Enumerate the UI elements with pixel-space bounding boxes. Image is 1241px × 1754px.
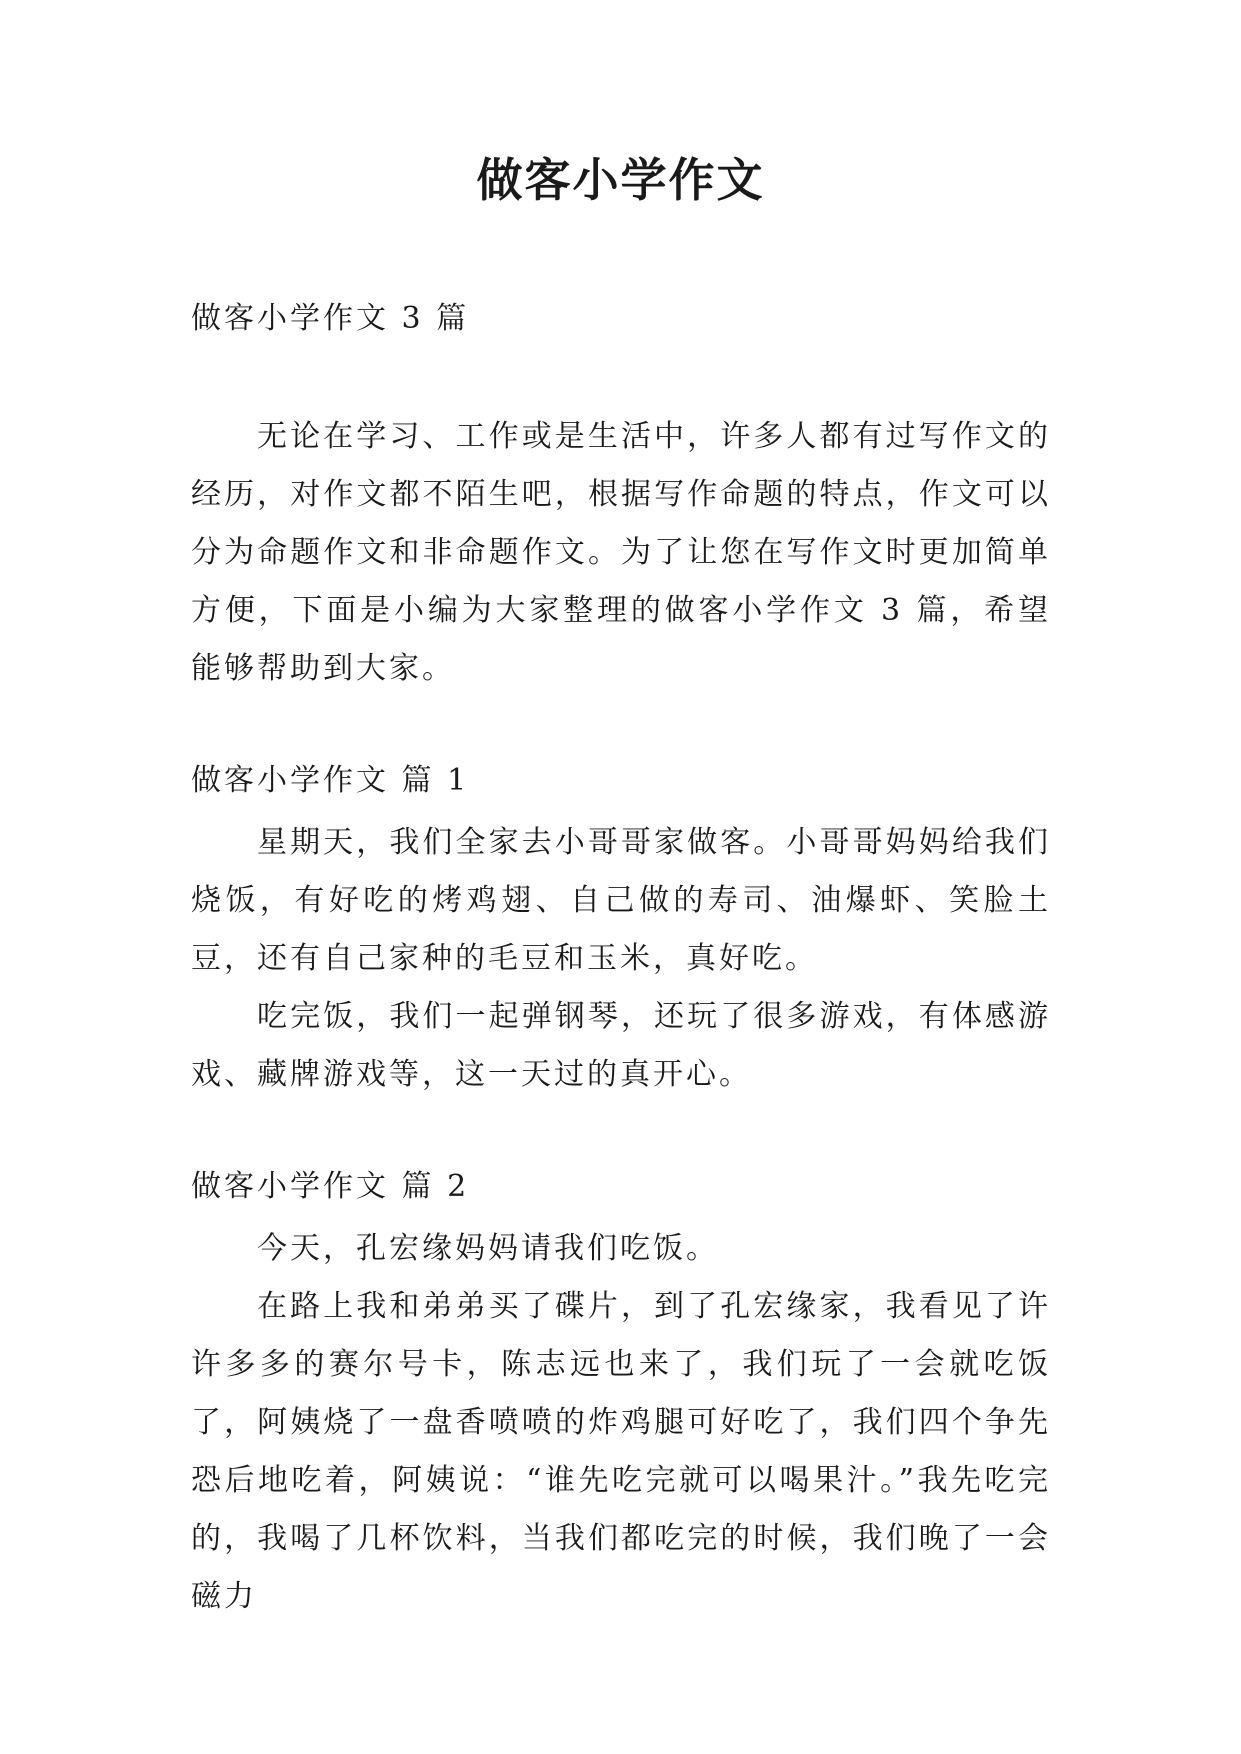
section-2-heading: 做客小学作文 篇 2 (191, 1169, 470, 1204)
document-title: 做客小学作文 (476, 153, 765, 207)
section-2-paragraph-1: 今天，孔宏缘妈妈请我们吃饭。 (257, 1231, 719, 1266)
document-body (191, 290, 1051, 1626)
section-1-paragraph-2: 吃完饭，我们一起弹钢琴，还玩了很多游戏，有体感游戏、藏牌游戏等，这一天过的真开心。 (191, 999, 1051, 1092)
document-subtitle: 做客小学作文 3 篇 (191, 301, 470, 336)
intro-paragraph: 无论在学习、工作或是生活中，许多人都有过写作文的经历，对作文都不陌生吧，根据写作命题的特点，作文可以分为命题作文和非命题作文。为了让您在写作文时更加简单方便，下面是小编为大家整理的做客小学作文 3 篇，希望能够帮助到大家。 (191, 419, 1051, 686)
spacer (191, 698, 1051, 752)
spacer (191, 348, 1051, 408)
spacer (191, 1104, 1051, 1158)
section-1-paragraph-1: 星期天，我们全家去小哥哥家做客。小哥哥妈妈给我们烧饭，有好吃的烤鸡翅、自己做的寿司、油爆虾、笑脸土豆，还有自己家种的毛豆和玉米，真好吃。 (191, 825, 1051, 976)
section-2-paragraph-2: 在路上我和弟弟买了碟片，到了孔宏缘家，我看见了许许多多的赛尔号卡，陈志远也来了，我们玩了一会就吃饭了，阿姨烧了一盘香喷喷的炸鸡腿可好吃了，我们四个争先恐后地吃着，阿姨说：“谁先吃完就可以喝果汁。”我先吃完的，我喝了几杯饮料，当我们都吃完的时候，我们晚了一会磁力 (191, 1289, 1051, 1614)
section-1-heading: 做客小学作文 篇 1 (191, 763, 470, 798)
